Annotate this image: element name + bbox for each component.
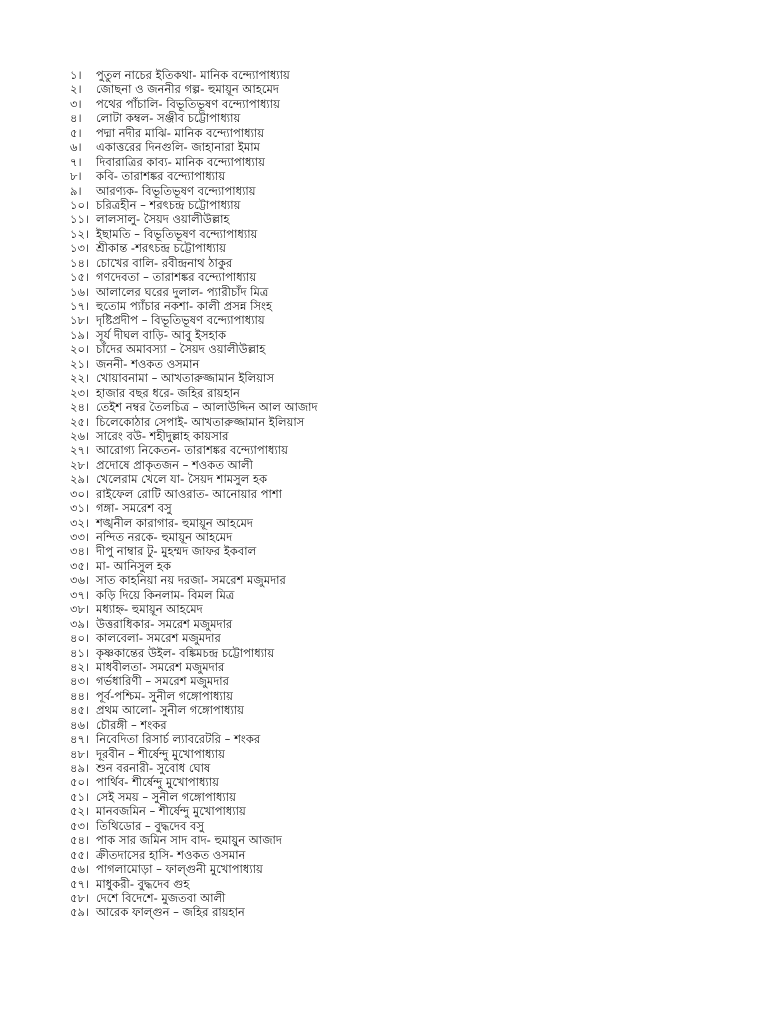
item-number: ৪৭। [70, 732, 90, 747]
book-title-author: পূর্ব-পশ্চিম- সুনীল গঙ্গোপাধ্যায় [96, 688, 233, 703]
list-item [70, 732, 750, 746]
item-number: ৪২। [70, 659, 90, 674]
list-item [70, 631, 750, 645]
item-number: ৩৯। [70, 616, 90, 631]
list-item [70, 111, 750, 125]
list-item [70, 472, 750, 486]
list-item [70, 674, 750, 688]
item-number: ৪৩। [70, 674, 90, 689]
book-title-author: গর্ভধারিণী – সমরেশ মজুমদার [96, 674, 229, 689]
item-number: ২৮। [70, 457, 90, 472]
list-item [70, 573, 750, 587]
book-title-author: আলালের ঘরের দুলাল- প্যারীচাঁদ মিত্র [96, 284, 269, 299]
item-number: ১৯। [70, 327, 90, 342]
item-number: ৯। [70, 183, 82, 198]
item-number: ২০। [70, 342, 90, 357]
item-number: ৫১। [70, 789, 90, 804]
item-number: ১৭। [70, 299, 90, 313]
item-number: ১৬। [70, 284, 90, 299]
item-number: ২। [70, 82, 82, 97]
book-title-author: প্রথম আলো- সুনীল গঙ্গোপাধ্যায় [96, 703, 244, 718]
book-title-author: মাধবীলতা- সমরেশ মজুমদার [96, 659, 225, 674]
item-number: ৪০। [70, 631, 90, 646]
list-item [70, 357, 750, 371]
book-title-author: কড়ি দিয়ে কিনলাম- বিমল মিত্র [96, 587, 235, 602]
list-item [70, 905, 750, 919]
item-number: ১৮। [70, 313, 90, 328]
book-title-author: চিলেকোঠার সেপাই- আখতারুজ্জামান ইলিয়াস [96, 414, 305, 429]
item-number: ১৫। [70, 270, 90, 285]
book-title-author: জননী- শওকত ওসমান [96, 356, 200, 371]
item-number: ৩০। [70, 486, 90, 501]
book-title-author: ক্রীতদাসের হাসি- শওকত ওসমান [96, 847, 246, 862]
book-title-author: প্রদোষে প্রাকৃতজন – শওকত আলী [96, 457, 253, 472]
list-item [70, 443, 750, 457]
book-title-author: খোয়াবনামা – আখতারুজ্জামান ইলিয়াস [96, 371, 274, 386]
list-item [70, 559, 750, 573]
book-title-author: পাগলামোড়া – ফাল্গুনী মুখোপাধ্যায় [96, 862, 263, 877]
item-number: ৫৩। [70, 818, 90, 833]
book-title-author: চোখের বালি- রবীন্দ্রনাথ ঠাকুর [96, 255, 233, 270]
book-title-author: আরেক ফাল্গুন – জহির রায়হান [96, 905, 245, 920]
book-title-author: পদ্মা নদীর মাঝি- মানিক বন্দ্যোপাধ্যায় [96, 125, 265, 140]
list-item [70, 169, 750, 183]
item-number: ৮। [70, 169, 82, 184]
book-title-author: লোটা কম্বল- সঞ্জীব চট্টোপাধ্যায় [96, 111, 241, 126]
book-title-author: উত্তরাধিকার- সমরেশ মজুমদার [96, 616, 233, 631]
item-number: ৩। [70, 96, 82, 111]
book-title-author: গঙ্গা- সমরেশ বসু [96, 501, 172, 516]
book-title-author: নন্দিত নরকে- হুমায়ূন আহমেদ [96, 530, 233, 544]
list-item [70, 371, 750, 385]
list-item [70, 487, 750, 501]
list-item [70, 82, 750, 96]
book-title-author: নিবেদিতা রিসার্চ ল্যাবরেটরি – শংকর [96, 732, 261, 747]
book-title-author: দূরবীন – শীর্ষেন্দু মুখোপাধ্যায় [96, 746, 225, 761]
item-number: ২৬। [70, 428, 90, 443]
book-title-author: পাক সার জমিন সাদ বাদ- হুমায়ুন আজাদ [96, 833, 282, 848]
list-item [70, 400, 750, 414]
book-title-author: চাঁদের অমাবস্যা – সৈয়দ ওয়ালীউল্লাহ [96, 342, 266, 357]
item-number: ১২। [70, 226, 90, 241]
book-title-author: খেলেরাম খেলে যা- সৈয়দ শামসুল হক [96, 472, 268, 487]
item-number: ৫। [70, 125, 82, 140]
book-title-author: তিথিডোর – বুদ্ধদেব বসু [96, 818, 205, 833]
book-title-author: দেশে বিদেশে- মুজতবা আলী [96, 890, 226, 905]
list-item [70, 429, 750, 443]
list-item [70, 328, 750, 342]
book-title-author: শুন বরনারী- সুবোধ ঘোষ [96, 761, 211, 775]
item-number: ২১। [70, 356, 90, 371]
book-title-author: কালবেলা- সমরেশ মজুমদার [96, 631, 221, 646]
item-number: ৬। [70, 140, 82, 155]
book-title-author: সারেং বউ- শহীদুল্লাহ কায়সার [96, 428, 229, 443]
list-item [70, 241, 750, 255]
item-number: ২৯। [70, 472, 90, 487]
list-item [70, 761, 750, 775]
list-item [70, 617, 750, 631]
list-item [70, 198, 750, 212]
item-number: ৫৮। [70, 890, 90, 905]
item-number: ৪৬। [70, 717, 90, 732]
book-title-author: মানবজমিন – শীর্ষেন্দু মুখোপাধ্যায় [96, 804, 246, 819]
book-title-author: গণদেবতা – তারাশঙ্কর বন্দ্যোপাধ্যায় [96, 270, 257, 285]
list-item [70, 227, 750, 241]
list-item [70, 313, 750, 327]
list-item [70, 833, 750, 847]
item-number: ৩৫। [70, 558, 90, 573]
book-title-author: আরণ্যক- বিভূতিভূষণ বন্দ্যোপাধ্যায় [96, 183, 256, 198]
book-title-author: পার্থিব- শীর্ষেন্দু মুখোপাধ্যায় [96, 775, 219, 790]
item-number: ৪। [70, 111, 82, 126]
book-title-author: শ্রীকান্ত -শরৎচন্দ্র চট্টোপাধ্যায় [96, 241, 226, 256]
list-item [70, 270, 750, 284]
book-title-author: পথের পাঁচালি- বিভূতিভূষণ বন্দ্যোপাধ্যায় [96, 96, 280, 111]
item-number: ৫৫। [70, 847, 90, 862]
book-title-author: ইছামতি – বিভূতিভূষণ বন্দ্যোপাধ্যায় [96, 226, 258, 241]
book-title-author: মা- আনিসুল হক [96, 558, 172, 573]
book-title-author: দিবারাত্রির কাব্য- মানিক বন্দ্যোপাধ্যায় [96, 154, 265, 169]
list-item [70, 588, 750, 602]
book-title-author: কবি- তারাশঙ্কর বন্দ্যোপাধ্যায় [96, 169, 226, 184]
book-title-author: রাইফেল রোটি আওরাত- আনোয়ার পাশা [96, 486, 283, 501]
list-item [70, 386, 750, 400]
book-title-author: একাত্তরের দিনগুলি- জাহানারা ইমাম [96, 140, 260, 155]
list-item [70, 660, 750, 674]
book-title-author: সাত কাহনিয়া নয় দরজা- সমরেশ মজুমদার [96, 573, 286, 588]
item-number: ১৩। [70, 241, 90, 256]
list-item [70, 646, 750, 660]
list-item [70, 140, 750, 154]
item-number: ৪৪। [70, 688, 90, 703]
book-title-author: সেই সময় – সুনীল গঙ্গোপাধ্যায় [96, 789, 236, 804]
list-item [70, 155, 750, 169]
list-item [70, 703, 750, 717]
item-number: ৫৬। [70, 862, 90, 877]
book-title-author: লালসালু- সৈয়দ ওয়ালীউল্লাহ [96, 212, 230, 227]
book-title-author: সূর্য দীঘল বাড়ি- আবু ইসহাক [96, 327, 227, 342]
book-title-author: জোছনা ও জননীর গল্প- হুমায়ূন আহমেদ [96, 82, 279, 97]
list-item [70, 891, 750, 905]
list-item [70, 775, 750, 789]
book-title-author: চরিত্রহীন – শরৎচন্দ্র চট্টোপাধ্যায় [96, 197, 241, 212]
book-title-author: চৌরঙ্গী – শংকর [96, 717, 167, 732]
item-number: ৪৮। [70, 746, 90, 761]
book-title-author: মধ্যাহ্ন- হুমায়ূন আহমেদ [96, 602, 203, 617]
list-item [70, 530, 750, 544]
item-number: ২২। [70, 371, 90, 386]
item-number: ২৭। [70, 443, 90, 458]
book-title-author: তেইশ নম্বর তৈলচিত্র – আলাউদ্দিন আল আজাদ [96, 400, 318, 415]
item-number: ৭। [70, 154, 82, 169]
item-number: ৪১। [70, 645, 90, 660]
list-item [70, 97, 750, 111]
item-number: ১৪। [70, 255, 90, 270]
list-item [70, 819, 750, 833]
list-item [70, 415, 750, 429]
list-item [70, 501, 750, 515]
list-item [70, 256, 750, 270]
list-item [70, 212, 750, 226]
book-title-author: আরোগ্য নিকেতন- তারাশঙ্কর বন্দ্যোপাধ্যায় [96, 443, 288, 458]
book-list [70, 68, 750, 920]
item-number: ৩৬। [70, 573, 90, 588]
list-item [70, 877, 750, 891]
list-item [70, 544, 750, 558]
book-title-author: পুতুল নাচের ইতিকথা- মানিক বন্দ্যোপাধ্যায় [96, 68, 290, 82]
list-item [70, 804, 750, 818]
book-title-author: হুতোম প্যাঁচার নকশা- কালী প্রসন্ন সিংহ [96, 299, 272, 313]
list-item [70, 342, 750, 356]
item-number: ২৩। [70, 385, 90, 400]
item-number: ১। [70, 68, 82, 82]
list-item [70, 747, 750, 761]
item-number: ৫৯। [70, 905, 90, 920]
item-number: ২৪। [70, 400, 90, 415]
book-title-author: দীপু নাম্বার টু- মুহম্মদ জাফর ইকবাল [96, 544, 257, 559]
item-number: ১১। [70, 212, 90, 227]
list-item [70, 862, 750, 876]
item-number: ৫৪। [70, 833, 90, 848]
item-number: ৪৫। [70, 703, 90, 718]
book-title-author: শঙ্খনীল কারাগার- হুমায়ূন আহমেদ [96, 515, 253, 530]
item-number: ৩৮। [70, 602, 90, 617]
item-number: ৫০। [70, 775, 90, 790]
list-item [70, 790, 750, 804]
list-item [70, 68, 750, 82]
list-item [70, 299, 750, 313]
item-number: ১০। [70, 197, 90, 212]
document-page [70, 68, 750, 920]
item-number: ৩৩। [70, 530, 90, 544]
item-number: ৪৯। [70, 761, 90, 775]
book-title-author: মাধুকরী- বুদ্ধদেব গুহ [96, 876, 190, 891]
item-number: ৩৭। [70, 587, 90, 602]
list-item [70, 458, 750, 472]
item-number: ৫২। [70, 804, 90, 819]
list-item [70, 689, 750, 703]
list-item [70, 602, 750, 616]
list-item [70, 718, 750, 732]
item-number: ২৫। [70, 414, 90, 429]
book-title-author: কৃষ্ণকান্তের উইল- বঙ্কিমচন্দ্র চট্টোপাধ্যায় [96, 645, 275, 660]
list-item [70, 516, 750, 530]
list-item [70, 126, 750, 140]
item-number: ৩২। [70, 515, 90, 530]
list-item [70, 285, 750, 299]
book-title-author: দৃষ্টিপ্রদীপ – বিভূতিভূষণ বন্দ্যোপাধ্যায় [96, 313, 265, 328]
item-number: ৩১। [70, 501, 90, 516]
book-title-author: হাজার বছর ধরে- জহির রায়হান [96, 385, 240, 400]
list-item [70, 848, 750, 862]
item-number: ৫৭। [70, 876, 90, 891]
list-item [70, 184, 750, 198]
item-number: ৩৪। [70, 544, 90, 559]
